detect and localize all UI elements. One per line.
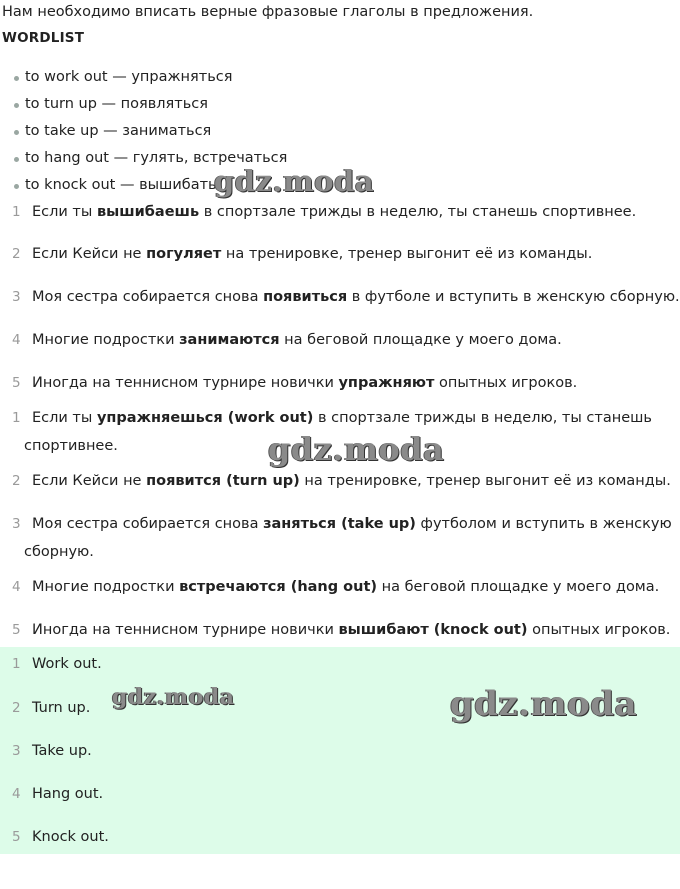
watermark: gdz.moda [450, 684, 638, 724]
wordlist-entry: to knock out — вышибать [25, 177, 217, 193]
question-text: Иногда на теннисном турнире новички упражняют опытных игроков. [32, 375, 578, 391]
item-number: 4 [12, 579, 21, 595]
bullet-icon [14, 184, 19, 189]
short-answer-text: Knock out. [32, 829, 109, 845]
watermark: gdz.moda [214, 164, 375, 198]
short-answer-text: Work out. [32, 656, 102, 672]
question-text: Если Кейси не погуляет на тренировке, тренер выгонит её из команды. [32, 246, 593, 262]
answer-text: Моя сестра собирается снова заняться (take up) футболом и вступить в женскую [32, 516, 672, 532]
list-item [0, 145, 287, 172]
answer-text-continued: спортивнее. [24, 438, 118, 454]
answer-text: Многие подростки встречаются (hang out) на беговой площадке у моего дома. [32, 579, 660, 595]
item-number: 1 [12, 656, 21, 672]
wordlist-entry: to work out — упражняться [25, 69, 233, 85]
item-number: 2 [12, 700, 21, 716]
item-number: 2 [12, 473, 21, 489]
answer-row [0, 616, 680, 644]
answer-text-continued: сборную. [24, 544, 94, 560]
answer-row [0, 467, 680, 495]
question-row [0, 369, 680, 397]
wordlist-entry: to turn up — появляться [25, 96, 208, 112]
answer-text: Если Кейси не появится (turn up) на тренировке, тренер выгонит её из команды. [32, 473, 671, 489]
bullet-icon [14, 157, 19, 162]
item-number: 3 [12, 516, 21, 532]
wordlist-entry: to hang out — гулять, встречаться [25, 150, 288, 166]
item-number: 5 [12, 375, 21, 391]
question-text: Моя сестра собирается снова появиться в футболе и вступить в женскую сборную. [32, 289, 680, 305]
item-number: 3 [12, 289, 21, 305]
bullet-icon [14, 130, 19, 135]
question-row [0, 240, 680, 268]
short-answer-text: Take up. [32, 743, 92, 759]
list-item [0, 64, 287, 91]
answer-text: Иногда на теннисном турнире новички вышибают (knock out) опытных игроков. [32, 622, 671, 638]
question-text: Если ты вышибаешь в спортзале трижды в неделю, ты станешь спортивнее. [32, 204, 637, 220]
list-item [0, 172, 287, 199]
short-answer-row [0, 694, 680, 722]
short-answer-row [0, 737, 680, 765]
item-number: 4 [12, 786, 21, 802]
list-item [0, 118, 287, 145]
short-answer-row [0, 650, 680, 678]
question-row [0, 326, 680, 354]
answer-row [0, 404, 680, 460]
bullet-icon [14, 103, 19, 108]
short-answer-text: Hang out. [32, 786, 104, 802]
wordlist [0, 64, 287, 199]
wordlist-entry: to take up — заниматься [25, 123, 212, 139]
short-answer-row [0, 780, 680, 808]
item-number: 5 [12, 829, 21, 845]
watermark: gdz.moda [268, 430, 445, 468]
question-row [0, 283, 680, 311]
question-row [0, 198, 680, 226]
watermark: gdz.moda [112, 684, 235, 710]
intro-text: Нам необходимо вписать верные фразовые глаголы в предложения. [2, 4, 534, 20]
answer-row [0, 510, 680, 566]
short-answer-row [0, 823, 680, 851]
item-number: 4 [12, 332, 21, 348]
question-text: Многие подростки занимаются на беговой площадке у моего дома. [32, 332, 562, 348]
short-answer-text: Turn up. [32, 700, 91, 716]
item-number: 1 [12, 410, 21, 426]
wordlist-title: WORDLIST [2, 30, 85, 46]
answer-text: Если ты упражняешься (work out) в спортзале трижды в неделю, ты станешь [32, 410, 652, 426]
bullet-icon [14, 76, 19, 81]
list-item [0, 91, 287, 118]
item-number: 3 [12, 743, 21, 759]
item-number: 1 [12, 204, 21, 220]
item-number: 2 [12, 246, 21, 262]
item-number: 5 [12, 622, 21, 638]
answer-row [0, 573, 680, 601]
